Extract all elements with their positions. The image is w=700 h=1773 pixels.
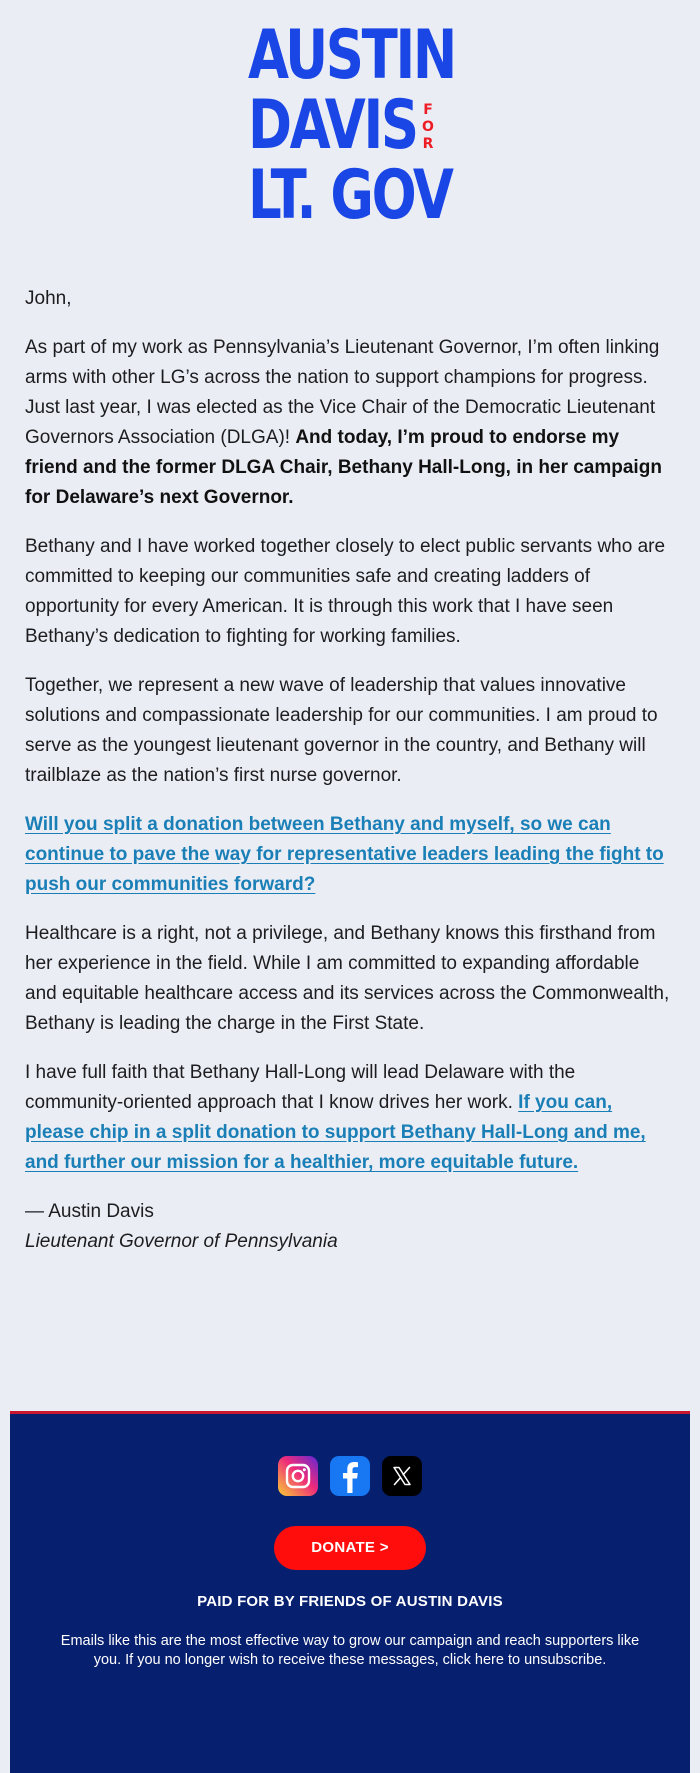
logo-for-letter: O	[422, 119, 434, 135]
paragraph-working-together: Bethany and I have worked together closely to elect public servants who are committed to keeping our communities safe and creating ladders of opportunity for every American. It is through this work that I have seen Bethany’s dedication to fighting for working families.	[25, 536, 666, 647]
unsubscribe-disclaimer[interactable]: Emails like this are the most effective way to grow our campaign and reach supporters like you. If you no longer wish to receive these messages, click here to unsubscribe.	[60, 1633, 640, 1668]
split-donation-link[interactable]: Will you split a donation between Bethany and myself, so we can continue to pave the way for representative leaders leading the fight to push our communities forward?	[25, 814, 664, 895]
signature-title: Lieutenant Governor of Pennsylvania	[25, 1231, 338, 1252]
paragraph-closing-text: I have full faith that Bethany Hall-Long will lead Delaware with the community-oriented approach that I know drives her work.	[25, 1062, 576, 1113]
logo-for-letter: R	[422, 136, 434, 152]
footer	[10, 1411, 690, 1773]
logo-line-davis: DAVIS	[248, 86, 417, 165]
paid-for-notice: PAID FOR BY FRIENDS OF AUSTIN DAVIS	[197, 1593, 503, 1610]
instagram-icon[interactable]	[278, 1456, 318, 1496]
logo-line-lt-gov: LT. GOV	[248, 156, 452, 235]
email-body	[25, 284, 675, 1257]
signature-name: — Austin Davis	[25, 1201, 154, 1222]
donation-ask-paragraph	[25, 810, 675, 900]
paragraph-intro	[25, 333, 675, 513]
logo-for-letter: F	[423, 102, 433, 118]
paragraph-new-wave: Together, we represent a new wave of leadership that values innovative solutions and compassionate leadership for our communities. I am proud to serve as the youngest lieutenant governor in the country, and Bethany will trailblaze as the nation’s first nurse governor.	[25, 675, 658, 786]
logo-for	[421, 102, 435, 153]
campaign-logo	[248, 16, 458, 235]
paragraph-healthcare: Healthcare is a right, not a privilege, and Bethany knows this firsthand from her experience in the field. While I am committed to expanding affordable and equitable healthcare access and its services across the Commonwealth, Bethany is leading the charge in the First State.	[25, 923, 670, 1034]
chip-in-donation-link[interactable]: If you can, please chip in a split donation to support Bethany Hall-Long and me, and further our mission for a healthier, more equitable future.	[25, 1092, 646, 1173]
x-icon[interactable]	[382, 1456, 422, 1496]
facebook-icon[interactable]	[330, 1456, 370, 1496]
paragraph-intro-bold: And today, I’m proud to endorse my friend and the former DLGA Chair, Bethany Hall-Long, in her campaign for Delaware’s next Governor.	[25, 427, 662, 508]
paragraph-closing	[25, 1058, 675, 1178]
donate-button[interactable]: DONATE >	[274, 1526, 426, 1570]
logo-line-austin: AUSTIN	[248, 16, 455, 95]
greeting: John,	[25, 288, 72, 309]
signature	[25, 1197, 675, 1257]
paragraph-intro-text: As part of my work as Pennsylvania’s Lieutenant Governor, I’m often linking arms with other LG’s across the nation to support champions for progress. Just last year, I was elected as the Vice Chair of the Democratic Lieutenant Governors Association (DLGA)!	[25, 337, 660, 448]
social-links	[10, 1456, 690, 1496]
